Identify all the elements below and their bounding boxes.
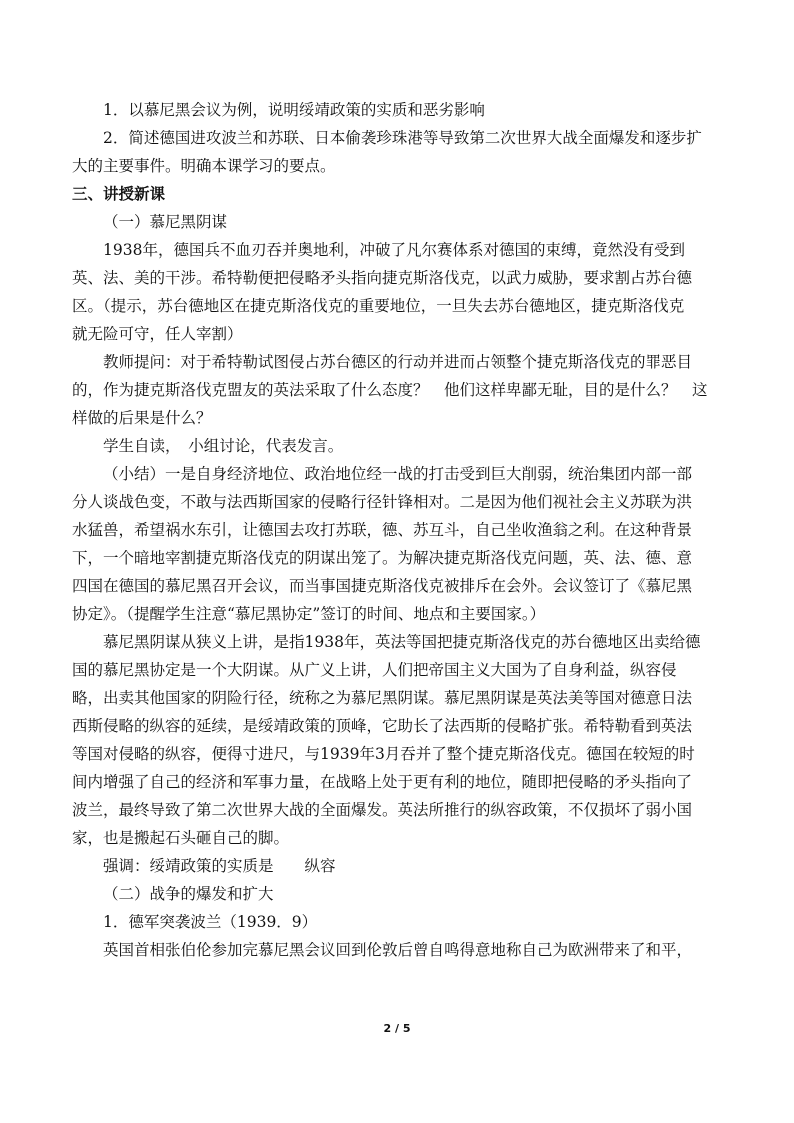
paragraph-line: 西斯侵略的纵容的延续，是绥靖政策的顶峰，它助长了法西斯的侵略扩张。希特勒看到英法 [72, 717, 693, 735]
paragraph-line: 英国首相张伯伦参加完慕尼黑会议回到伦敦后曾自鸣得意地称自己为欧洲带来了和平， [103, 941, 693, 959]
subsection-heading-2: （二）战争的爆发和扩大 [103, 885, 274, 903]
paragraph-line: 国的慕尼黑协定是一个大阴谋。从广义上讲，人们把帝国主义大国为了自身利益，纵容侵 [72, 661, 677, 679]
teacher-question: 教师提问：对于希特勒试图侵占苏台德区的行动并进而占领整个捷克斯洛伐克的罪恶目 [103, 353, 693, 371]
student-activity: 学生自读， 小组讨论，代表发言。 [103, 437, 344, 455]
paragraph-line: 波兰，最终导致了第二次世界大战的全面爆发。英法所推行的纵容政策，不仅损坏了弱小国 [72, 801, 693, 819]
paragraph-line: 1938年，德国兵不血刃吞并奥地利，冲破了凡尔赛体系对德国的束缚，竟然没有受到 [103, 241, 685, 259]
munich-paragraph: 慕尼黑阴谋从狭义上讲，是指1938年，英法等国把捷克斯洛伐克的苏台德地区出卖给德 [103, 633, 701, 651]
paragraph-line: 下，一个暗地宰割捷克斯洛伐克的阴谋出笼了。为解决捷克斯洛伐克问题，英、法、德、意 [72, 549, 693, 567]
objective-1: 1．以慕尼黑会议为例，说明绥靖政策的实质和恶劣影响 [103, 101, 485, 119]
section-heading: 三、讲授新课 [72, 184, 166, 203]
subsection-heading-1: （一）慕尼黑阴谋 [103, 213, 228, 231]
paragraph-line: 分人谈战色变，不敢与法西斯国家的侵略行径针锋相对。二是因为他们视社会主义苏联为洪 [72, 493, 693, 511]
paragraph-line: 水猛兽，希望祸水东引，让德国去攻打苏联，德、苏互斗，自己坐收渔翁之利。在这种背景 [72, 521, 693, 539]
paragraph-line: 就无险可守，任人宰割） [72, 325, 243, 343]
paragraph-line: 略，出卖其他国家的阴险行径，统称之为慕尼黑阴谋。慕尼黑阴谋是英法美等国对德意日法 [72, 689, 693, 707]
paragraph-line: 等国对侵略的纵容，便得寸进尺，与1939年3月吞并了整个捷克斯洛伐克。德国在较短的时 [72, 745, 695, 763]
item-heading: 1．德军突袭波兰（1939．9） [103, 913, 318, 931]
paragraph-line: 样做的后果是什么？ [72, 409, 212, 427]
summary-paragraph: （小结）一是自身经济地位、政治地位经一战的打击受到巨大削弱，统治集团内部一部 [103, 465, 693, 483]
paragraph-line: 区。（提示，苏台德地区在捷克斯洛伐克的重要地位，一旦失去苏台德地区，捷克斯洛伐克 [72, 297, 685, 315]
page-number: 2 / 5 [383, 1022, 411, 1035]
paragraph-line: 间内增强了自己的经济和军事力量，在战略上处于更有利的地位，随即把侵略的矛头指向了 [72, 773, 693, 791]
paragraph-line: 四国在德国的慕尼黑召开会议，而当事国捷克斯洛伐克被排斥在会外。会议签订了《慕尼黑 [72, 577, 693, 595]
emphasis-line: 强调：绥靖政策的实质是 纵容 [103, 857, 336, 875]
paragraph-line: 英、法、美的干涉。希特勒便把侵略矛头指向捷克斯洛伐克，以武力威胁，要求割占苏台德 [72, 269, 693, 287]
objective-2: 2．简述德国进攻波兰和苏联、日本偷袭珍珠港等导致第二次世界大战全面爆发和逐步扩 [103, 129, 702, 147]
document-body [72, 96, 722, 964]
paragraph-line: 协定》。（提醒学生注意“慕尼黑协定”签订的时间、地点和主要国家。） [72, 605, 546, 623]
paragraph-line: 的，作为捷克斯洛伐克盟友的英法采取了什么态度？ 他们这样卑鄙无耻，目的是什么？ 这 [72, 381, 708, 399]
paragraph-line: 家，也是搬起石头砸自己的脚。 [72, 829, 290, 847]
objective-2-cont: 大的主要事件。明确本课学习的要点。 [72, 157, 336, 175]
